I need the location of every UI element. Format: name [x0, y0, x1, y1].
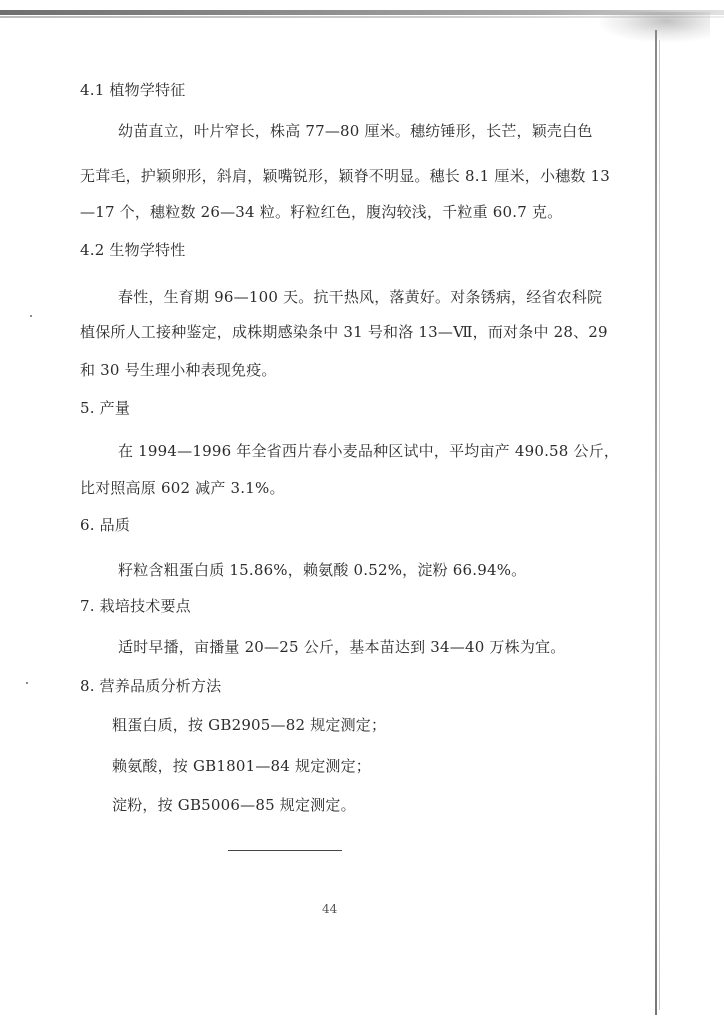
paragraph-line: 幼苗直立，叶片窄长，株高 77—80 厘米。穗纺锤形，长芒，颖壳白色	[118, 122, 593, 140]
paragraph-line: —17 个，穗粒数 26—34 粒。籽粒红色，腹沟较浅，千粒重 60.7 克。	[80, 203, 563, 221]
paragraph-line: 籽粒含粗蛋白质 15.86%，赖氨酸 0.52%，淀粉 66.94%。	[118, 561, 527, 579]
scan-edge-right-shadow	[659, 40, 660, 1010]
paragraph-line: 春性，生育期 96—100 天。抗干热风，落黄好。对条锈病，经省农科院	[118, 288, 603, 306]
paragraph-line: 植保所人工接种鉴定，成株期感染条中 31 号和洛 13—Ⅶ，而对条中 28、29	[80, 323, 608, 341]
scan-speck	[26, 682, 28, 684]
section-heading-yield: 5. 产量	[80, 399, 131, 417]
section-heading-analysis-methods: 8. 营养品质分析方法	[80, 677, 222, 695]
section-heading-botanical: 4.1 植物学特征	[80, 81, 186, 99]
paragraph-line: 和 30 号生理小种表现免疫。	[80, 361, 277, 379]
page-number: 44	[322, 902, 338, 916]
section-heading-biological: 4.2 生物学特性	[80, 241, 186, 259]
section-heading-cultivation: 7. 栽培技术要点	[80, 597, 191, 615]
scan-speck	[30, 315, 32, 317]
method-line: 淀粉，按 GB5006—85 规定测定。	[112, 796, 356, 814]
method-line: 赖氨酸，按 GB1801—84 规定测定；	[112, 757, 372, 775]
paragraph-line: 在 1994—1996 年全省西片春小麦品种区试中，平均亩产 490.58 公斤，	[118, 442, 620, 460]
section-heading-quality: 6. 品质	[80, 516, 131, 534]
paragraph-line: 无茸毛，护颖卵形，斜肩，颖嘴锐形，颖脊不明显。穗长 8.1 厘米，小穗数 13	[80, 167, 611, 185]
end-divider	[228, 850, 342, 851]
paragraph-line: 比对照高原 602 减产 3.1%。	[80, 479, 285, 497]
paragraph-line: 适时早播，亩播量 20—25 公斤，基本苗达到 34—40 万株为宜。	[118, 638, 566, 656]
scan-edge-right	[655, 30, 657, 1015]
method-line: 粗蛋白质，按 GB2905—82 规定测定；	[112, 716, 387, 734]
